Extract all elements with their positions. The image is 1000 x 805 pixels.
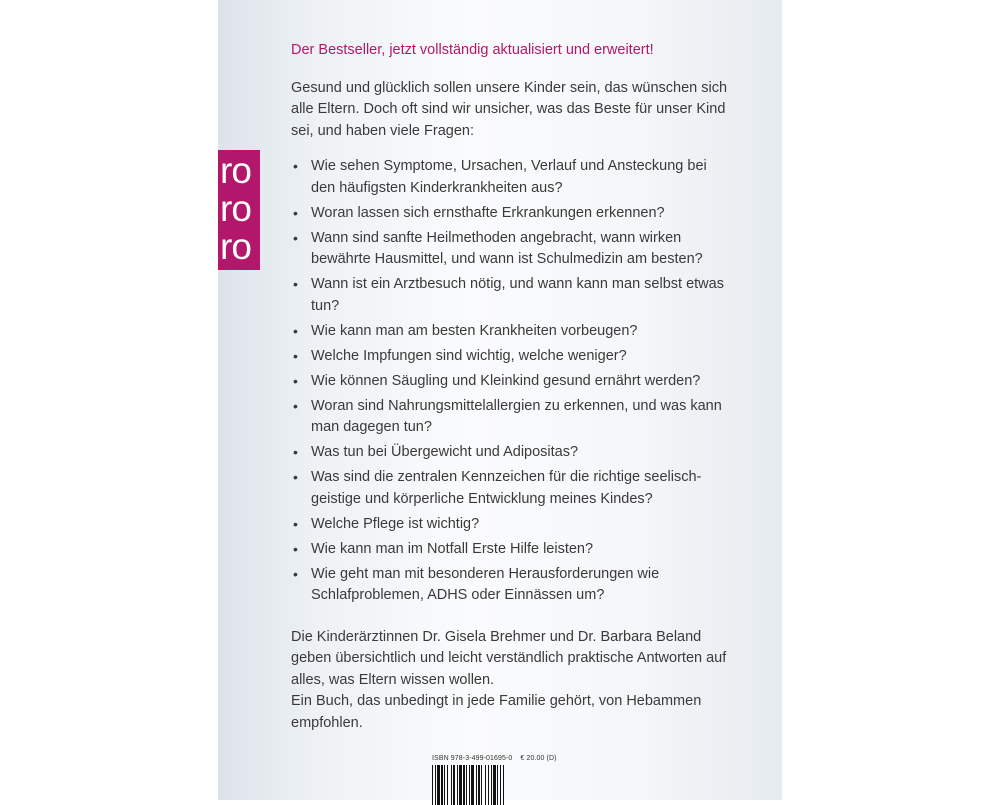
question-list xyxy=(291,156,731,607)
barcode-bar xyxy=(497,765,498,805)
barcode-bar xyxy=(485,765,486,805)
barcode-bar xyxy=(469,765,470,805)
question-text: Wann ist ein Arztbesuch nötig, und wann kann man selbst etwas tun? xyxy=(311,276,724,314)
bullet-icon: • xyxy=(293,372,298,389)
question-text: Woran lassen sich ernsthafte Erkrankungen erkennen? xyxy=(311,204,665,221)
barcode-bar xyxy=(500,765,501,805)
bullet-icon: • xyxy=(293,347,298,364)
bullet-icon: • xyxy=(293,469,298,485)
barcode-bar xyxy=(466,765,467,805)
question-text: Was tun bei Übergewicht und Adipositas? xyxy=(311,444,579,460)
rororo-logo xyxy=(218,150,260,270)
bullet-icon: • xyxy=(293,158,298,174)
barcode-bar xyxy=(481,765,482,805)
closing-paragraph xyxy=(291,627,731,735)
question-text: Welche Impfungen sind wichtig, welche weniger? xyxy=(311,347,627,364)
isbn-number: ISBN 978-3-499-01695-0 xyxy=(432,755,513,762)
list-item xyxy=(291,442,731,464)
list-item xyxy=(291,396,731,439)
barcode-bar xyxy=(457,765,458,805)
back-cover-text xyxy=(291,40,731,734)
price: € 20.00 (D) xyxy=(520,755,557,762)
barcode-bar xyxy=(459,765,462,805)
isbn-line xyxy=(432,755,572,762)
bullet-icon: • xyxy=(293,276,298,292)
barcode-bar xyxy=(451,765,452,805)
question-text: Wie geht man mit besonderen Herausforderungen wie Schlafproblemen, ADHS oder Einnässen um? xyxy=(311,565,660,603)
list-item xyxy=(291,346,731,368)
question-text: Wie sehen Symptome, Ursachen, Verlauf und Ansteckung bei den häufigsten Kinderkrankheiten aus? xyxy=(311,158,707,196)
barcode-bar xyxy=(432,765,433,805)
intro-paragraph: Gesund und glücklich sollen unsere Kinder sein, das wünschen sich alle Eltern. Doch oft sind wir unsicher, was das Beste für unser Kind sei, und haben viele Fragen: xyxy=(291,79,728,139)
logo-line: ro xyxy=(220,188,251,229)
bullet-icon: • xyxy=(293,229,298,246)
list-item xyxy=(291,228,731,271)
logo-line: ro xyxy=(220,150,251,191)
barcode-bar xyxy=(488,765,489,805)
barcode-bar xyxy=(435,765,436,805)
question-text: Wie kann man im Notfall Erste Hilfe leisten? xyxy=(311,540,594,557)
barcode-bar xyxy=(503,765,504,805)
barcode-bar xyxy=(444,765,445,805)
barcode-bar xyxy=(437,765,440,805)
closing-text: Ein Buch, das unbedingt in jede Familie gehört, von Hebammen empfohlen. xyxy=(291,693,702,731)
barcode xyxy=(432,765,564,805)
barcode-block xyxy=(432,755,572,805)
list-item xyxy=(291,321,731,343)
question-text: Wie kann man am besten Krankheiten vorbeugen? xyxy=(311,322,638,339)
barcode-bar xyxy=(453,765,455,805)
bullet-icon: • xyxy=(293,204,298,221)
list-item xyxy=(291,514,731,536)
question-text: Wie können Säugling und Kleinkind gesund ernährt werden? xyxy=(311,372,701,389)
bullet-icon: • xyxy=(293,565,298,582)
barcode-bar xyxy=(493,765,496,805)
tagline: Der Bestseller, jetzt vollständig aktualisiert und erweitert! xyxy=(291,42,654,58)
bullet-icon: • xyxy=(293,397,298,414)
list-item xyxy=(291,156,731,199)
barcode-bar xyxy=(471,765,474,805)
list-item xyxy=(291,371,731,393)
barcode-bar xyxy=(478,765,480,805)
barcode-bar xyxy=(441,765,443,805)
logo-line: ro xyxy=(220,226,251,267)
bullet-icon: • xyxy=(293,322,298,339)
barcode-bar xyxy=(463,765,465,805)
list-item xyxy=(291,467,731,510)
question-text: Welche Pflege ist wichtig? xyxy=(311,515,480,532)
barcode-bar xyxy=(491,765,492,805)
list-item xyxy=(291,274,731,317)
barcode-bar xyxy=(476,765,477,805)
closing-text: Die Kinderärztinnen Dr. Gisela Brehmer und Dr. Barbara Beland geben übersichtlich und leicht verständlich praktische Antworten auf alles, was Eltern wissen wollen. xyxy=(291,628,727,688)
list-item xyxy=(291,203,731,225)
list-item xyxy=(291,564,731,607)
bullet-icon: • xyxy=(293,540,298,557)
question-text: Was sind die zentralen Kennzeichen für die richtige seelisch-geistige und körperliche Entwicklung meines Kindes? xyxy=(311,469,702,507)
bullet-icon: • xyxy=(293,444,298,460)
barcode-bar xyxy=(447,765,448,805)
question-text: Wann sind sanfte Heilmethoden angebracht, wann wirken bewährte Hausmittel, und wann ist Schulmedizin am besten? xyxy=(311,229,703,267)
bullet-icon: • xyxy=(293,515,298,532)
list-item xyxy=(291,539,731,561)
question-text: Woran sind Nahrungsmittelallergien zu erkennen, und was kann man dagegen tun? xyxy=(311,397,722,435)
